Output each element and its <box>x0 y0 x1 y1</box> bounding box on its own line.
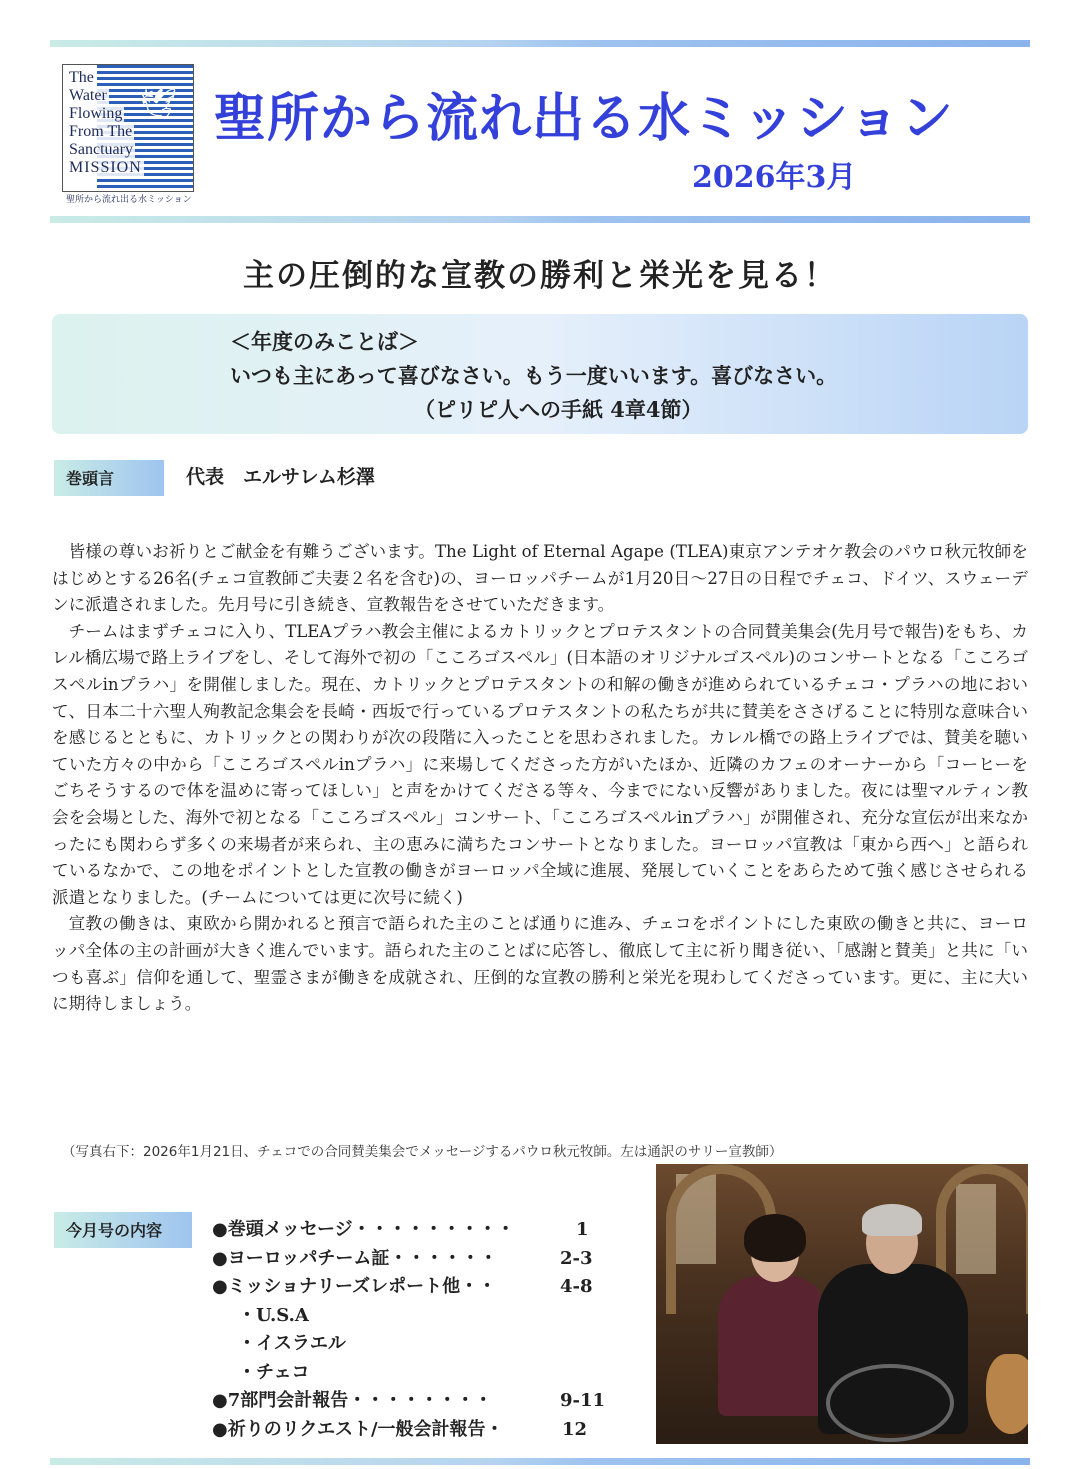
header-bottom-rule <box>50 216 1030 223</box>
author-name: 代表 エルサレム杉澤 <box>186 466 375 488</box>
toc-tag: 今月号の内容 <box>54 1212 192 1248</box>
toc-item <box>212 1302 612 1331</box>
toc-item <box>212 1387 612 1416</box>
toc-label: ・イスラエル <box>238 1333 346 1354</box>
verse-box <box>52 314 1028 434</box>
toc-item <box>212 1416 612 1445</box>
photo-caption: （写真右下：2026年1月21日、チェコでの合同賛美集会でメッセージするパウロ秋元牧師。左は通訳のサリー宣教師） <box>62 1144 783 1160</box>
logo-line: Water <box>69 87 107 104</box>
mission-logo <box>62 64 194 205</box>
top-rule <box>50 40 1030 47</box>
logo-text <box>67 69 144 177</box>
guitar <box>986 1354 1028 1434</box>
article-body <box>52 539 1028 1018</box>
toc-label: ●祈りのリクエスト/一般会計報告・ <box>212 1418 504 1440</box>
toc-item <box>212 1273 612 1302</box>
toc-label: ・チェコ <box>238 1361 310 1383</box>
article-paragraph: 宣教の働きは、東欧から開かれると預言で語られた主のことば通りに進み、チェコをポイントにした東欧の働きと共に、ヨーロッパ全体の主の計画が大きく進んでいます。語られた主のことばに応答し、徹底して主に祈り聞き従い、「感謝と賛美」と共に「いつも喜ぶ」信仰を通して、聖霊さまが働きを成就され、圧倒的な宣教の勝利と栄光を現わしてくださっています。更に、主に大いに期待しましょう。 <box>52 914 1028 1014</box>
dove-icon: 🕊 <box>139 87 178 122</box>
verse-reference: （ピリピ人への手紙 4章4節） <box>414 397 703 422</box>
toc-item <box>212 1245 612 1274</box>
toc-page: 12 <box>562 1418 588 1440</box>
wheelchair <box>826 1364 954 1442</box>
person-man-hair <box>862 1204 922 1236</box>
person-woman <box>718 1276 828 1416</box>
logo-caption: 聖所から流れ出る水ミッション <box>66 195 192 205</box>
newsletter-title: 聖所から流れ出る水ミッション <box>214 89 954 149</box>
toc-page: 4-8 <box>560 1276 593 1297</box>
logo-line: Sanctuary <box>69 141 133 158</box>
person-woman-hair <box>744 1214 806 1262</box>
article-paragraph: 皆様の尊いお祈りとご献金を有難うございます。The Light of Eternal Agape (TLEA)東京アンテオケ教会のパウロ秋元牧師をはじめとする26名(チェコ宣教師ご夫妻２名を含む)の、ヨーロッパチームが1月20日～27日の日程でチェコ、ドイツ、スウェーデンに派遣されました。先月号に引き続き、宣教報告をさせていただきます。 <box>52 542 1028 615</box>
logo-box <box>62 64 194 192</box>
toc-page: 1 <box>576 1219 589 1240</box>
issue-date: 2026年3月 <box>692 160 857 195</box>
toc-item <box>212 1359 612 1388</box>
toc-item <box>212 1216 612 1245</box>
verse-heading: ＜年度のみことば＞ <box>230 329 419 354</box>
toc-item <box>212 1330 612 1359</box>
toc-label: ・U.S.A <box>238 1304 309 1326</box>
toc-label: ●ミッショナリーズレポート他・・ <box>212 1276 497 1297</box>
toc-label: ●ヨーロッパチーム証・・・・・・ <box>212 1247 498 1269</box>
event-photo <box>656 1164 1028 1444</box>
logo-line: Flowing <box>69 105 123 122</box>
bottom-rule <box>50 1458 1030 1465</box>
toc-label: ●巻頭メッセージ・・・・・・・・・ <box>212 1219 515 1240</box>
verse-text: いつも主にあって喜びなさい。もう一度いいます。喜びなさい。 <box>230 363 838 388</box>
toc-page: 2-3 <box>560 1247 593 1269</box>
logo-line: The <box>69 69 94 86</box>
table-of-contents <box>212 1216 612 1444</box>
section-tag: 巻頭言 <box>54 460 164 496</box>
article-paragraph: チームはまずチェコに入り、TLEAプラハ教会主催によるカトリックとプロテスタントの合同賛美集会(先月号で報告)をもち、カレル橋広場で路上ライブをし、そして海外で初の「こころゴスペル」(日本語のオリジナルゴスペル)のコンサートとなる「こころゴスペルinプラハ」を開催しました。現在、カトリックとプロテスタントの和解の働きが進められているチェコ・プラハの地において、日本二十六聖人殉教記念集会を長崎・西坂で行っているプロテスタントの私たちが共に賛美をささげることに特別な意味合いを感じるとともに、カトリックとの関わりが次の段階に入ったことを思わされました。カレル橋での路上ライブでは、賛美を聴いていた方々の中から「こころゴスペルinプラハ」に来場してくださった方がいたほか、近隣のカフェのオーナーから「コーヒーをごちそうするので体を温めに寄ってほしい」と声をかけてくださる等々、今までにない反響がありました。夜には聖マルティン教会を会場とした、海外で初となる「こころゴスペル」コンサート、「こころゴスペルinプラハ」が開催され、充分な宣伝が出来なかったにも関わらず多くの来場者が来られ、主の恵みに満ちたコンサートとなりました。ヨーロッパ宣教は「東から西へ」と語られているなかで、この地をポイントとした宣教の働きがヨーロッパ全域に進展、発展していくことをあらためて強く感じさせられる派遣となりました。(チームについては更に次号に続く) <box>52 621 1028 907</box>
headline: 主の圧倒的な宣教の勝利と栄光を見る！ <box>243 258 837 294</box>
toc-page: 9-11 <box>560 1390 606 1411</box>
logo-line: MISSION <box>69 159 142 176</box>
logo-line: From The <box>69 123 133 140</box>
toc-label: ●7部門会計報告・・・・・・・・ <box>212 1390 493 1411</box>
